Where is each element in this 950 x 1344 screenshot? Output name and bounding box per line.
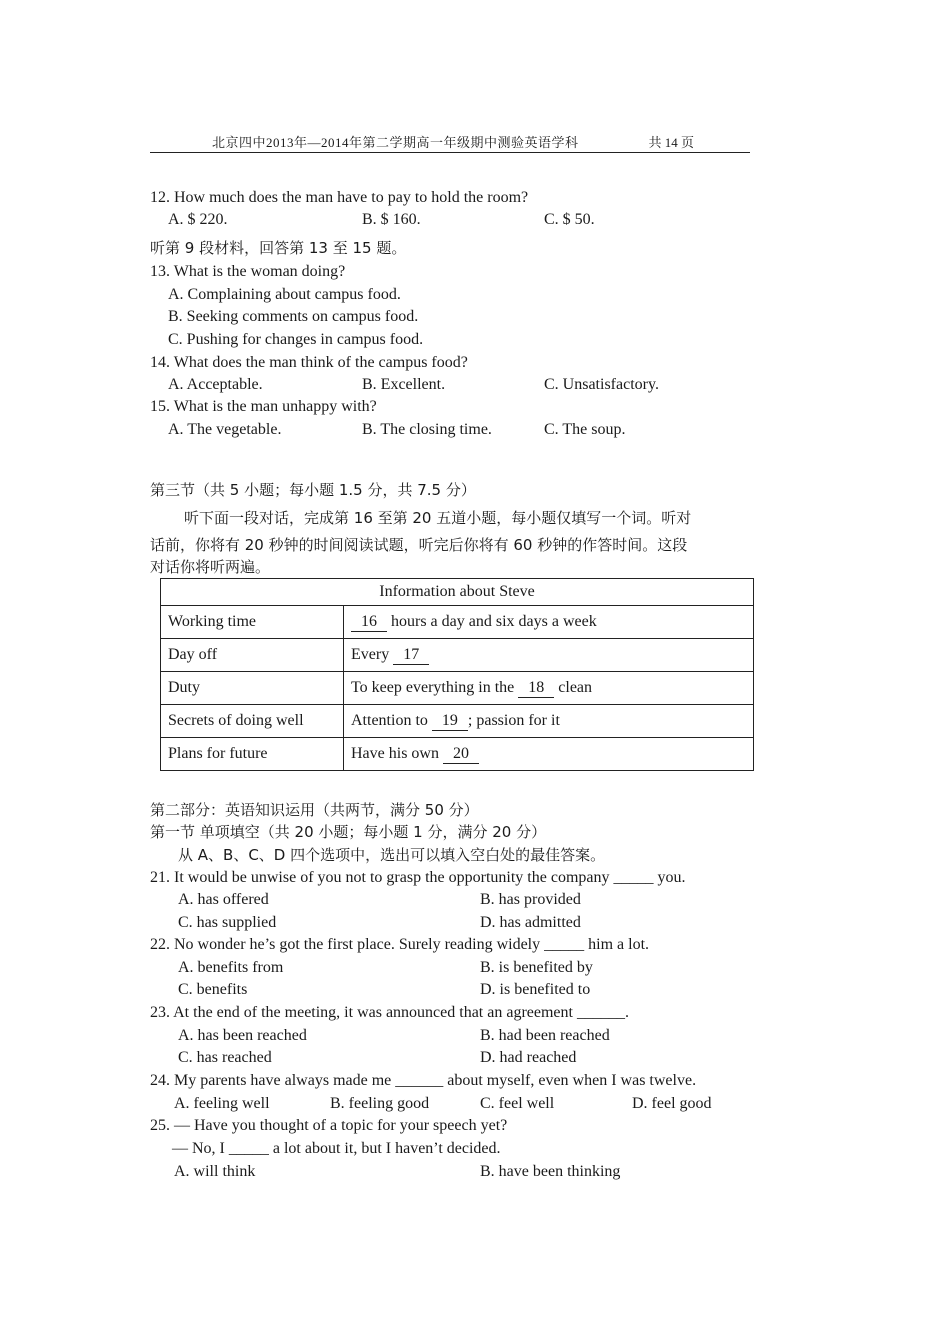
- question-15: 15. What is the man unhappy with?: [150, 398, 377, 415]
- header-title: 北京四中2013年—2014年第二学期高一年级期中测验英语学科: [212, 135, 579, 150]
- option-23c: C. has reached: [178, 1049, 272, 1066]
- answer-blank-19[interactable]: 19: [432, 712, 468, 731]
- row-value: [344, 639, 754, 672]
- question-25: 25. — Have you thought of a topic for your speech yet?: [150, 1117, 508, 1134]
- option-14b: B. Excellent.: [362, 376, 446, 393]
- row-post-text: clean: [558, 678, 593, 696]
- row-value: [344, 738, 754, 771]
- option-12c: C. $ 50.: [544, 211, 595, 228]
- option-15a: A. The vegetable.: [168, 421, 282, 438]
- part3-title: 第三节（共 5 小题；每小题 1.5 分，共 7.5 分）: [150, 481, 476, 499]
- row-post-text: ; passion for it: [467, 711, 560, 729]
- option-25b: B. have been thinking: [480, 1163, 621, 1180]
- option-25a: A. will think: [174, 1163, 256, 1180]
- row-value: [344, 705, 754, 738]
- question-12: 12. How much does the man have to pay to hold the room?: [150, 189, 529, 206]
- option-22c: C. benefits: [178, 981, 248, 998]
- answer-blank-20[interactable]: 20: [443, 745, 479, 764]
- question-13: 13. What is the woman doing?: [150, 263, 346, 280]
- question-22: 22. No wonder he’s got the first place. Surely reading widely _____ him a lot.: [150, 936, 650, 953]
- header-page-count: 共 14 页: [648, 135, 694, 150]
- row-pre-text: Attention to: [351, 711, 428, 729]
- answer-blank-18[interactable]: 18: [518, 679, 554, 698]
- option-15c: C. The soup.: [544, 421, 626, 438]
- option-21a: A. has offered: [178, 891, 269, 908]
- option-23d: D. had reached: [480, 1049, 577, 1066]
- row-pre-text: To keep everything in the: [351, 678, 515, 696]
- option-24c: C. feel well: [480, 1095, 555, 1112]
- option-13b: B. Seeking comments on campus food.: [168, 308, 419, 325]
- header-rule: [150, 152, 750, 153]
- option-12b: B. $ 160.: [362, 211, 421, 228]
- answer-blank-16[interactable]: 16: [351, 613, 387, 632]
- table-row: [161, 705, 754, 738]
- question-14: 14. What does the man think of the campus food?: [150, 354, 468, 371]
- row-label: Day off: [161, 639, 344, 672]
- option-21d: D. has admitted: [480, 914, 581, 931]
- option-22d: D. is benefited to: [480, 981, 591, 998]
- row-pre-text: Every: [351, 645, 390, 663]
- table-row: [161, 606, 754, 639]
- section-9-instruction: 听第 9 段材料，回答第 13 至 15 题。: [150, 239, 407, 257]
- row-label: Secrets of doing well: [161, 705, 344, 738]
- table-row: [161, 639, 754, 672]
- row-label: Duty: [161, 672, 344, 705]
- part2-subtitle: 第一节 单项填空（共 20 小题；每小题 1 分，满分 20 分）: [150, 823, 547, 841]
- option-12a: A. $ 220.: [168, 211, 228, 228]
- option-22a: A. benefits from: [178, 959, 284, 976]
- part2-instruction: 从 A、B、C、D 四个选项中，选出可以填入空白处的最佳答案。: [178, 846, 606, 864]
- row-value: [344, 672, 754, 705]
- steve-info-table: [160, 578, 754, 771]
- option-23b: B. had been reached: [480, 1027, 610, 1044]
- option-14c: C. Unsatisfactory.: [544, 376, 659, 393]
- row-label: Plans for future: [161, 738, 344, 771]
- option-13a: A. Complaining about campus food.: [168, 286, 401, 303]
- option-13c: C. Pushing for changes in campus food.: [168, 331, 424, 348]
- option-23a: A. has been reached: [178, 1027, 307, 1044]
- option-21b: B. has provided: [480, 891, 581, 908]
- option-15b: B. The closing time.: [362, 421, 492, 438]
- option-24b: B. feeling good: [330, 1095, 430, 1112]
- table-row: [161, 672, 754, 705]
- part3-instruction-3: 对话你将听两遍。: [150, 558, 271, 576]
- question-21: 21. It would be unwise of you not to grasp the opportunity the company _____ you.: [150, 869, 686, 886]
- table-row: [161, 738, 754, 771]
- answer-blank-17[interactable]: 17: [393, 646, 429, 665]
- table-title: Information about Steve: [161, 579, 754, 606]
- question-24: 24. My parents have always made me ______ about myself, even when I was twelve.: [150, 1072, 697, 1089]
- row-pre-text: Have his own: [351, 744, 439, 762]
- part2-title: 第二部分：英语知识运用（共两节，满分 50 分）: [150, 801, 479, 819]
- part3-instruction-1: 听下面一段对话，完成第 16 至第 20 五道小题，每小题仅填写一个词。听对: [184, 509, 692, 527]
- row-label: Working time: [161, 606, 344, 639]
- part3-instruction-2: 话前，你将有 20 秒钟的时间阅读试题，听完后你将有 60 秒钟的作答时间。这段: [150, 536, 688, 554]
- question-25-reply: — No, I _____ a lot about it, but I haven’t decided.: [172, 1140, 501, 1157]
- question-23: 23. At the end of the meeting, it was announced that an agreement ______.: [150, 1004, 629, 1021]
- row-post-text: hours a day and six days a week: [391, 612, 597, 630]
- option-24a: A. feeling well: [174, 1095, 270, 1112]
- option-14a: A. Acceptable.: [168, 376, 263, 393]
- option-22b: B. is benefited by: [480, 959, 593, 976]
- page-header: [150, 132, 750, 152]
- row-value: [344, 606, 754, 639]
- option-24d: D. feel good: [632, 1095, 712, 1112]
- option-21c: C. has supplied: [178, 914, 277, 931]
